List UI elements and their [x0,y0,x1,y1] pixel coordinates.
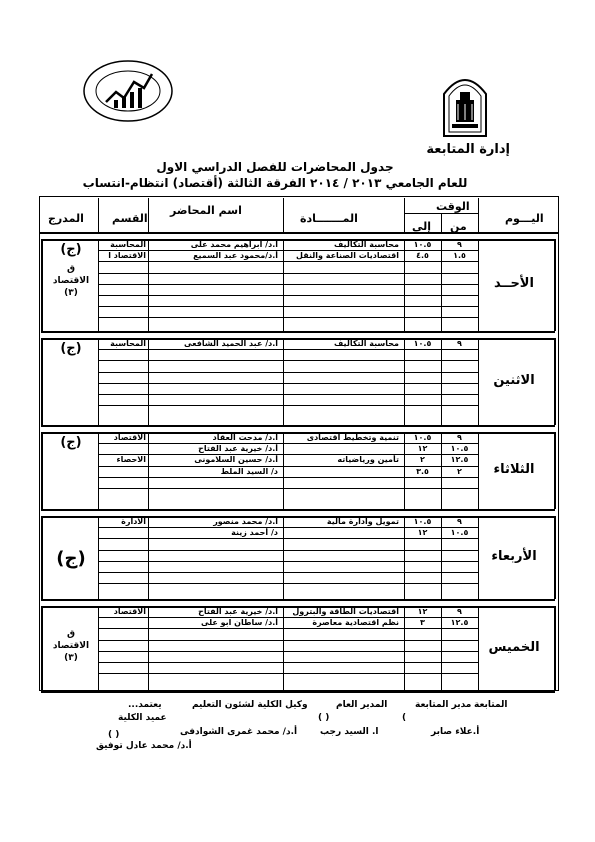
header-from: من [450,220,467,233]
cell-section: الاحصاء [116,455,146,465]
row-line [98,405,478,406]
footer-paren-3: ( ) [108,730,120,740]
footer-name-dean: أ.د/ محمد عادل توفيق [96,741,192,751]
day-block-bottom [41,331,555,333]
cell-from: ٢ [457,466,462,476]
cell-from: ١٢.٥ [450,455,469,465]
day-block-col [478,338,479,425]
day-block-bottom [41,691,555,693]
cell-to: ٢ [420,455,425,465]
day-name: الاثنين [493,372,535,388]
header-section: القسم [112,212,148,225]
grade-hall: (ج) [60,242,82,257]
day-block-col [478,516,479,599]
day-block-col [148,338,149,425]
header-col-from [441,213,442,232]
row-line [98,673,478,674]
schedule-title: جدول المحاضرات للفصل الدراسي الاول [156,160,394,174]
row-line [98,360,478,361]
cell-lecturer: ا.د/ مدحت العقاد [212,433,278,442]
day-block-right [554,432,556,509]
day-block-col [283,606,284,691]
cell-section: المحاسبة [110,240,146,249]
day-block-right [554,239,556,331]
cell-lecturer: د/ السيد الملط [220,466,278,476]
cell-subject: تأمين ورياضياته [337,455,399,465]
row-line [98,383,478,384]
header-lecturer: اسم المحاضر [170,204,242,217]
header-hall: المدرج [48,212,84,225]
day-name: الأربعاء [491,548,537,564]
row-line [98,372,478,373]
header-bottom-line [39,232,559,234]
cell-from: ٩ [457,607,462,616]
header-time: الوقت [436,200,470,213]
row-line [98,477,478,478]
header-subject: المـــــــادة [300,212,358,225]
row-line [98,561,478,562]
day-block-col [478,606,479,691]
cell-lecturer: أ.د/محمود عبد السميع [193,251,278,261]
day-block-bottom [41,599,555,601]
day-block-col [283,338,284,425]
cell-section: الاقتصاد [113,433,146,442]
day-block-col [283,516,284,599]
grade-secondary: الاقتصاد [52,276,90,286]
footer-approve: يعتمد... [128,700,162,710]
cell-to: ١٠.٥ [413,433,432,442]
cell-to: ٤.٥ [416,251,429,261]
day-block-col [478,239,479,331]
footer-paren-1: ( [402,713,407,723]
row-line [98,394,478,395]
grade-secondary: الاقتصاد [52,641,90,651]
day-name: الأحــد [494,276,534,291]
row-line [98,640,478,641]
day-block-col [478,432,479,509]
cell-lecturer: أ.د/ ساطان ابو على [201,618,278,628]
cell-from: ٩ [457,517,462,526]
footer-paren-2: ( ) [318,713,330,723]
row-line [98,261,478,262]
footer-followup-manager: مدير المتابعة [415,700,472,710]
row-line [98,550,478,551]
row-line [98,284,478,285]
cell-subject: تمويل وادارة مالية [326,517,399,526]
row-line [98,295,478,296]
cell-from: ١٠.٥ [450,528,469,538]
cell-section: الادارة [121,517,146,526]
cell-lecturer: أ.د/ خيرية عبد الفتاح [198,607,278,616]
header-col-subject [283,198,284,232]
grade-secondary: ق [66,629,76,639]
day-block-col [148,606,149,691]
cell-lecturer: أ.د/ محمد منصور [213,517,278,526]
footer-followup: المتابعة [474,700,508,710]
row-line [98,317,478,318]
grade-hall: (ج) [56,547,86,569]
cell-subject: محاسبة التكاليف [334,339,399,348]
header-col-day [478,198,479,232]
cell-to: ١٢ [417,444,428,454]
cell-to: ١٢ [417,528,428,538]
cell-to: ١٠.٥ [413,517,432,526]
row-line [98,583,478,584]
row-line [98,349,478,350]
grade-secondary: (٣) [64,288,78,298]
cell-subject: نظم اقتصادية معاصرة [312,618,399,628]
row-line [98,488,478,489]
day-block-bottom [41,509,555,511]
cell-lecturer: أ.د/ خيرية عبد الفتاح [198,444,278,454]
row-line [98,538,478,539]
cell-to: ١٢ [417,607,428,616]
day-block-right [554,606,556,691]
cell-to: ٣.٥ [416,466,429,476]
schedule-subtitle: للعام الجامعي ٢٠١٣ / ٢٠١٤ الفرقة الثالثة (أقتصاد) انتظام-انتساب [82,176,468,190]
footer-general-manager: المدير العام [336,700,388,710]
faculty-logo [78,56,178,126]
cell-lecturer: د/ أحمد زينة [231,528,278,538]
row-line [98,306,478,307]
cell-subject: اقتصاديات الصناعة والنقل [296,251,399,261]
cell-subject: تنمية وتخطيط اقتصادى [306,433,399,442]
department-name: إدارة المتابعة [426,142,510,157]
cell-lecturer: أ.د/ عبد الحميد الشافعى [183,339,278,348]
header-col-lecturer [148,198,149,232]
cell-to: ٣ [420,618,425,628]
grade-hall: (ج) [60,435,82,450]
footer-name-followup: أ.علاء صابر [431,727,480,737]
grade-secondary: (٣) [64,653,78,663]
row-line [98,662,478,663]
row-line [98,572,478,573]
cell-subject: اقتصاديات الطاقة والبترول [292,607,399,616]
cell-subject: محاسبة التكاليف [334,240,399,249]
day-block-col [441,338,442,425]
day-block-right [554,516,556,599]
row-line [98,651,478,652]
cell-section: الاقتصاد [113,607,146,616]
university-logo [436,70,494,138]
cell-section: المحاسبة [110,339,146,348]
header-day: اليـــوم [505,212,544,225]
header-to: إلى [412,220,432,233]
cell-lecturer: أ.د/ حسين السلامونى [194,455,278,465]
header-col-time [404,198,405,232]
footer-vice-dean: وكيل الكلية لشئون التعليم [192,700,308,710]
row-line [98,273,478,274]
cell-from: ١٠.٥ [450,444,469,454]
row-line [98,628,478,629]
grade-hall: (ج) [60,341,82,356]
cell-section: الاقتصاد ا [108,251,146,261]
day-block-bottom [41,425,555,427]
day-block-col [404,338,405,425]
cell-from: ١٢.٥ [450,618,469,628]
footer-dean: عميد الكلية [118,713,167,723]
footer-name-vice: أ.د/ محمد غمرى الشوادفى [180,727,298,737]
cell-lecturer: أ.د/ ابراهيم محمد على [190,240,278,249]
cell-from: ١.٥ [453,251,466,261]
footer-name-manager: ا. السيد رجب [320,727,379,737]
day-name: الخميس [488,639,540,655]
cell-from: ٩ [457,240,462,249]
day-block-col [148,516,149,599]
cell-to: ١٠.٥ [413,240,432,249]
cell-to: ١٠.٥ [413,339,432,348]
cell-from: ٩ [457,339,462,348]
grade-secondary: ق [66,264,76,274]
day-block-right [554,338,556,425]
day-name: الثلاثاء [493,461,535,477]
cell-from: ٩ [457,433,462,442]
header-col-section [98,198,99,232]
